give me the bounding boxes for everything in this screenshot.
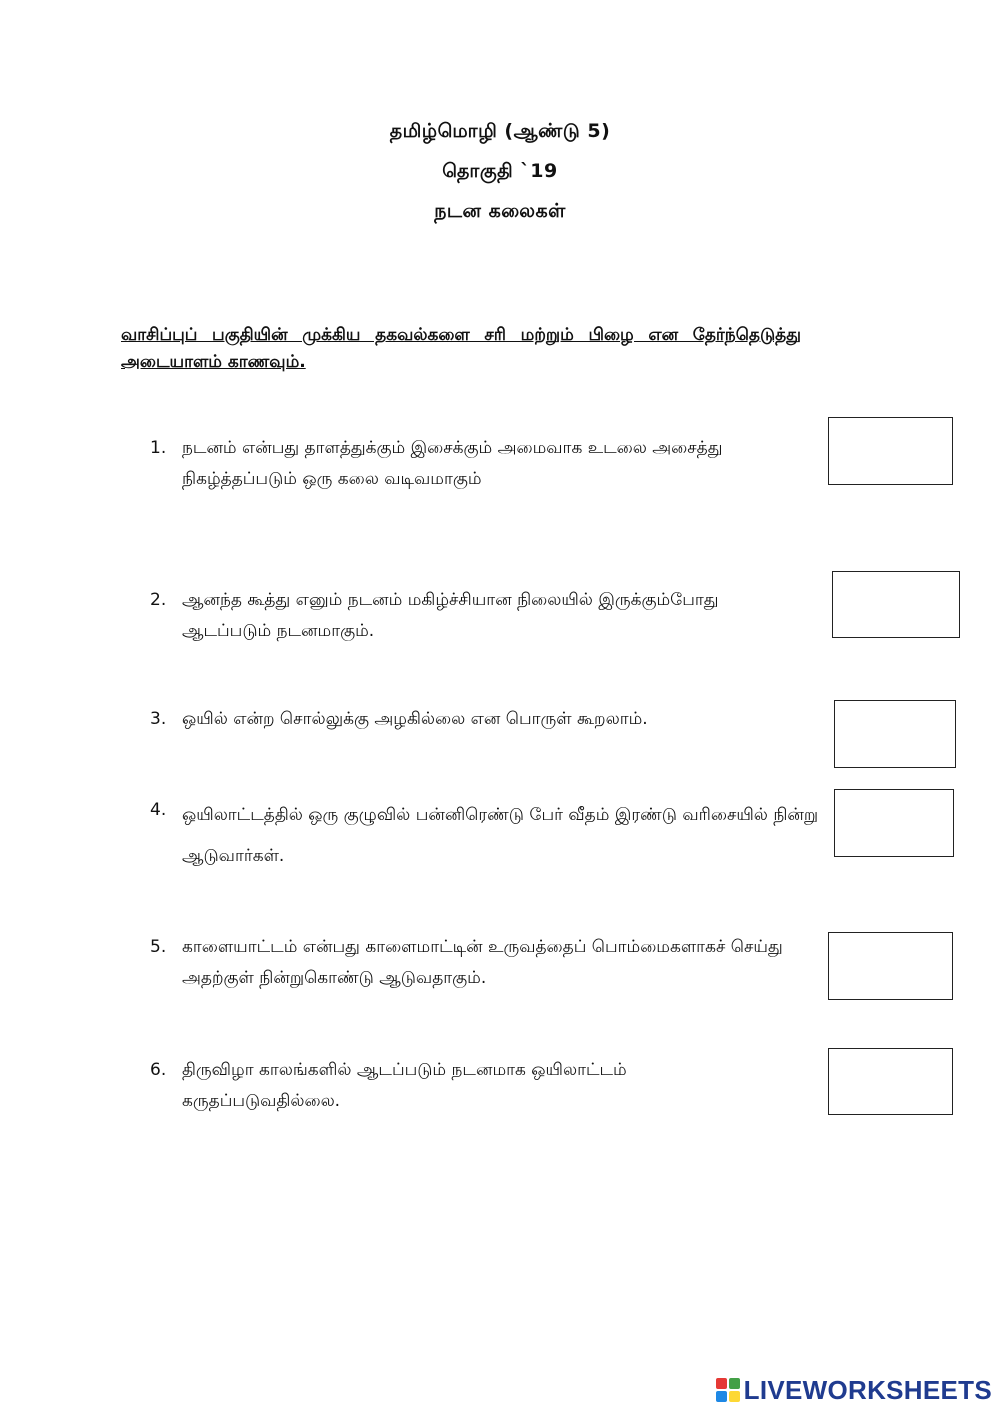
question-text: ஒயில் என்ற சொல்லுக்கு அழகில்லை என பொருள் கூறலாம். bbox=[182, 709, 648, 729]
question-number: 6. bbox=[150, 1060, 167, 1080]
answer-box[interactable] bbox=[828, 417, 953, 485]
question-number: 4. bbox=[150, 800, 167, 820]
answer-box[interactable] bbox=[828, 1048, 953, 1115]
logo-square bbox=[716, 1378, 727, 1389]
question-number: 5. bbox=[150, 937, 167, 957]
question-item bbox=[150, 433, 800, 495]
question-item bbox=[150, 932, 830, 994]
question-text: ஆனந்த கூத்து எனும் நடனம் மகிழ்ச்சியான நிலையில் இருக்கும்போது ஆடப்படும் நடனமாகும். bbox=[182, 590, 719, 641]
instruction-text: வாசிப்புப் பகுதியின் முக்கிய தகவல்களை சரி மற்றும் பிழை என தேர்ந்தெடுத்து அடையாளம் காணவும். bbox=[121, 325, 801, 372]
answer-box[interactable] bbox=[834, 789, 954, 857]
question-number: 1. bbox=[150, 438, 167, 458]
question-text: ஒயிலாட்டத்தில் ஒரு குழுவில் பன்னிரெண்டு பேர் வீதம் இரண்டு வரிசையில் நின்று ஆடுவார்கள். bbox=[182, 805, 819, 866]
question-number: 3. bbox=[150, 709, 167, 729]
question-text: நடனம் என்பது தாளத்துக்கும் இசைக்கும் அமைவாக உடலை அசைத்து நிகழ்த்தப்படும் ஒரு கலை வடிவமாகும் bbox=[182, 438, 723, 489]
logo-text: LIVEWORKSHEETS bbox=[743, 1374, 992, 1405]
logo-square bbox=[729, 1378, 740, 1389]
topic-title: நடன கலைகள் bbox=[434, 200, 566, 222]
answer-box[interactable] bbox=[828, 932, 953, 1000]
question-text: காளையாட்டம் என்பது காளைமாட்டின் உருவத்தைப் பொம்மைகளாகச் செய்து அதற்குள் நின்றுகொண்டு ஆடுவதாகும். bbox=[182, 937, 783, 988]
lesson-number: தொகுதி `19 bbox=[442, 160, 558, 182]
logo-square bbox=[729, 1391, 740, 1402]
logo-square bbox=[716, 1391, 727, 1402]
question-item bbox=[150, 795, 820, 877]
liveworksheets-logo bbox=[716, 1375, 992, 1405]
question-item bbox=[150, 585, 750, 647]
answer-box[interactable] bbox=[834, 700, 956, 768]
question-item bbox=[150, 704, 830, 735]
question-text: திருவிழா காலங்களில் ஆடப்படும் நடனமாக ஒயிலாட்டம் கருதப்படுவதில்லை. bbox=[182, 1060, 627, 1111]
page-title: தமிழ்மொழி (ஆண்டு 5) bbox=[389, 120, 611, 142]
question-number: 2. bbox=[150, 590, 167, 610]
question-item bbox=[150, 1055, 770, 1117]
logo-grid-icon bbox=[716, 1378, 740, 1402]
answer-box[interactable] bbox=[832, 571, 960, 638]
